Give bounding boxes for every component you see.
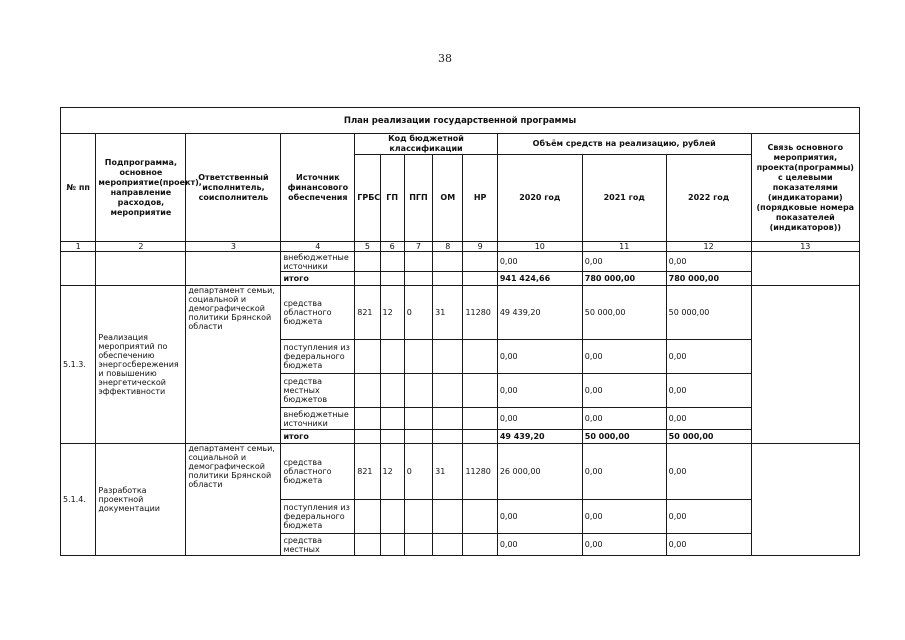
value-2022: 0,00 [666, 408, 751, 430]
header-om: ОМ [433, 155, 463, 242]
nr-cell: 11280 [463, 286, 497, 340]
header-2021: 2021 год [582, 155, 666, 242]
value-2020: 0,00 [497, 340, 582, 374]
gp-cell: 12 [380, 444, 404, 500]
column-number: 11 [582, 242, 666, 252]
page-number: 38 [438, 52, 452, 65]
source-cell: средства местных бюджетов [281, 374, 355, 408]
source-cell: поступления из федерального бюджета [281, 340, 355, 374]
value-2021: 780 000,00 [582, 272, 666, 286]
pgp-cell: 0 [404, 286, 432, 340]
value-2022: 50 000,00 [666, 286, 751, 340]
value-2022: 0,00 [666, 500, 751, 534]
value-2021: 0,00 [582, 340, 666, 374]
row-number: 5.1.3. [61, 286, 96, 444]
plan-table [60, 107, 860, 556]
value-2020: 0,00 [497, 408, 582, 430]
column-number: 3 [186, 242, 281, 252]
value-2021: 50 000,00 [582, 430, 666, 444]
header-nr: НР [463, 155, 497, 242]
activity-name: Разработка проектной документации [96, 444, 186, 556]
value-2022: 0,00 [666, 252, 751, 272]
value-2020: 0,00 [497, 374, 582, 408]
executor-cell: департамент семьи, социальной и демографической политики Брянской области [186, 444, 281, 556]
activity-name: Реализация мероприятий по обеспечению энергосбережения и повышению энергетической эффективности [96, 286, 186, 444]
column-number: 13 [751, 242, 859, 252]
gp-cell: 12 [380, 286, 404, 340]
value-2022: 0,00 [666, 444, 751, 500]
header-pgp: ПГП [404, 155, 432, 242]
value-2022: 0,00 [666, 374, 751, 408]
column-number: 6 [380, 242, 404, 252]
header-budget-code-group: Код бюджетной классификации [355, 134, 498, 155]
source-cell: внебюджетные источники [281, 408, 355, 430]
header-2022: 2022 год [666, 155, 751, 242]
value-2020: 26 000,00 [497, 444, 582, 500]
value-2021: 0,00 [582, 500, 666, 534]
value-2021: 0,00 [582, 534, 666, 556]
header-grbs: ГРБС [355, 155, 380, 242]
header-executor: Ответственный исполнитель, соисполнитель [186, 134, 281, 242]
value-2022: 0,00 [666, 340, 751, 374]
value-2020: 0,00 [497, 500, 582, 534]
om-cell: 31 [433, 444, 463, 500]
source-cell: средства местных [281, 534, 355, 556]
value-2021: 0,00 [582, 374, 666, 408]
value-2021: 0,00 [582, 444, 666, 500]
table-row [61, 252, 860, 272]
row-number: 5.1.4. [61, 444, 96, 556]
table-title: План реализации государственной программы [61, 108, 860, 134]
column-number: 9 [463, 242, 497, 252]
table-row [61, 444, 860, 500]
source-cell: поступления из федерального бюджета [281, 500, 355, 534]
value-2021: 0,00 [582, 252, 666, 272]
header-gp: ГП [380, 155, 404, 242]
table-row [61, 286, 860, 340]
value-2020: 941 424,66 [497, 272, 582, 286]
header-volume-group: Объём средств на реализацию, рублей [497, 134, 751, 155]
value-2020: 49 439,20 [497, 286, 582, 340]
value-2022: 780 000,00 [666, 272, 751, 286]
nr-cell: 11280 [463, 444, 497, 500]
value-2020: 0,00 [497, 534, 582, 556]
column-number: 4 [281, 242, 355, 252]
column-number: 12 [666, 242, 751, 252]
value-2020: 0,00 [497, 252, 582, 272]
value-2022: 50 000,00 [666, 430, 751, 444]
value-2021: 0,00 [582, 408, 666, 430]
executor-cell: департамент семьи, социальной и демографической политики Брянской области [186, 286, 281, 444]
column-number: 10 [497, 242, 582, 252]
value-2021: 50 000,00 [582, 286, 666, 340]
grbs-cell: 821 [355, 444, 380, 500]
header-source: Источник финансового обеспечения [281, 134, 355, 242]
source-cell: итого [281, 430, 355, 444]
source-cell: средства областного бюджета [281, 286, 355, 340]
column-number: 2 [96, 242, 186, 252]
value-2020: 49 439,20 [497, 430, 582, 444]
header-2020: 2020 год [497, 155, 582, 242]
header-subprogram: Подпрограмма, основное мероприятие(проект), направление расходов, мероприятие [96, 134, 186, 242]
value-2022: 0,00 [666, 534, 751, 556]
source-cell: внебюджетные источники [281, 252, 355, 272]
header-num: № пп [61, 134, 96, 242]
grbs-cell: 821 [355, 286, 380, 340]
source-cell: итого [281, 272, 355, 286]
column-number: 5 [355, 242, 380, 252]
column-number: 7 [404, 242, 432, 252]
om-cell: 31 [433, 286, 463, 340]
pgp-cell: 0 [404, 444, 432, 500]
column-number-row [61, 242, 860, 252]
header-link: Связь основного мероприятия, проекта(программы) с целевыми показателями (индикаторами) (порядковые номера показателей (индикаторов)) [751, 134, 859, 242]
column-number: 1 [61, 242, 96, 252]
column-number: 8 [433, 242, 463, 252]
source-cell: средства областного бюджета [281, 444, 355, 500]
